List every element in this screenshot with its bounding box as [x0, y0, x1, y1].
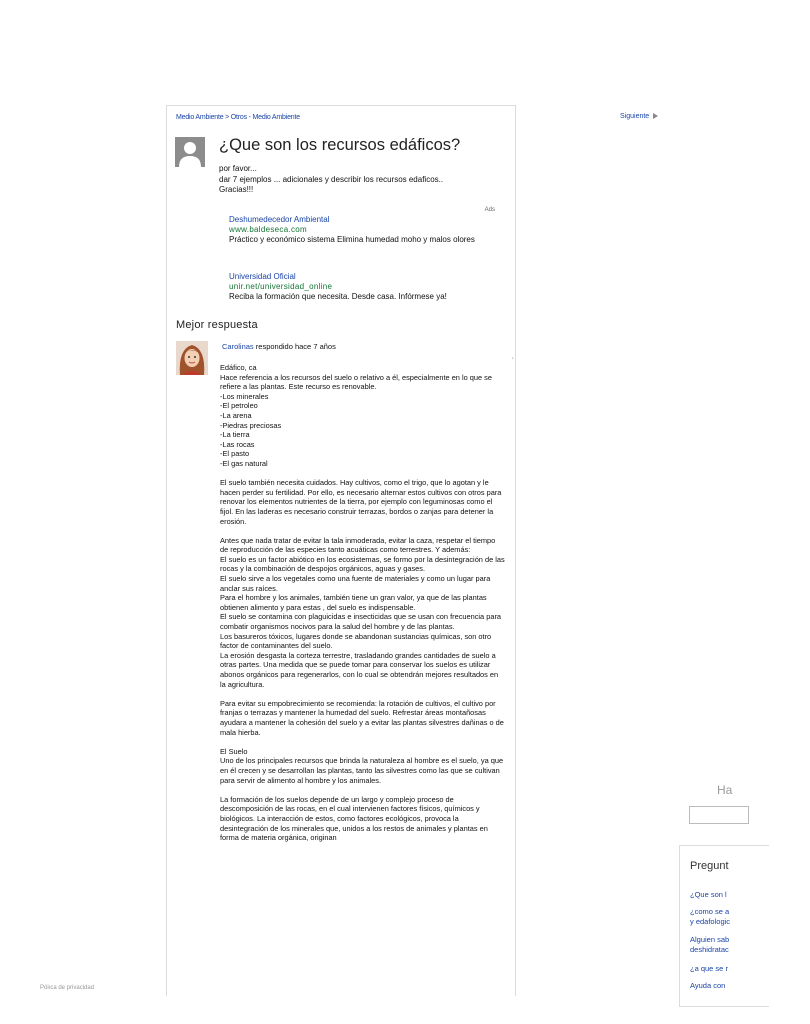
answer-author-link[interactable]: Carolinas	[222, 342, 254, 351]
answerer-avatar[interactable]	[176, 341, 208, 375]
related-title: Pregunt	[690, 860, 729, 872]
sidebar-heading: Ha	[717, 783, 733, 797]
next-question-link[interactable]	[620, 113, 658, 120]
answer-body: Edáfico, ca Hace referencia a los recursos del suelo o relativo a él, especialmente en lo que se refiere a las plantas. Este recurso es renovable. -Los minerales -El petroleo -La arena -Piedras preciosas -La tierra -Las rocas -El pasto -El gas natural El suelo también necesita cuidados. Hay cultivos, como el trigo, que lo agotan y le hacen perder su fertilidad. Por ello, es necesario alternar estos cultivos con otros para renovar los elementos nutrientes de la tierra, por ejemplo con leguminosas como el fijol. En las laderas es necesario construir terrazas, bordos o zanjas para detener la erosión. Antes que nada tratar de evitar la tala inmoderada, evitar la caza, respetar el tiempo de reproducción de las especies tanto acuáticas como terrestres. Y además: El suelo es un factor abiótico en los ecosistemas, se formo por la desintegración de las rocas y la combinación de despojos orgánicos, aguas y gases. El suelo sirve a los vegetales como una fuente de materiales y como un lugar para anclar sus raíces. Para el hombre y los animales, también tiene un gran valor, ya que de las plantas obtienen alimento y para estas , del suelo es indispensable. El suelo se contamina con plaguicidas e insecticidas que se usan con frecuencia para combatir organismos nocivos para la salud del hombre y de las plantas. Los basureros tóxicos, lugares donde se abandonan sustancias químicas, son otro factor de contaminantes del suelo. La erosión desgasta la corteza terrestre, trasladando grandes cantidades de suelo a otras partes. Una medida que se puede tomar para conservar los suelos es utilizar abonos orgánicos para regenerarlos, con lo cual se obtendrán mejores resultados en la agricultura. Para evitar su empobrecimiento se recomienda: la rotación de cultivos, el cultivo por franjas o terrazas y mantener la humedad del suelo. Refrestar áreas montañosas ayudara a mantener la cohesión del suelo y a evitar las plantas silvestres dañinas o de mala hierba. El Suelo Uno de los principales recursos que brinda la naturaleza al hombre es el suelo, ya que en él crecen y se desarrollan las plantas, tanto las silvestres como las que se cultivan para servir de alimento al hombre y los animales. La formación de los suelos depende de un largo y complejo proceso de descomposición de las rocas, en el cual intervienen factores físicos, químicos y biológicos. La interacción de estos, como factores ecológicos, provoca la desintegración de los minerales que, unidos a los restos de animales y plantas en forma de materia orgánica, originan	[220, 363, 505, 843]
related-question-link[interactable]: ¿como se a y edafologic	[690, 907, 731, 926]
user-silhouette-icon	[175, 137, 205, 167]
related-question-link[interactable]: Alguien sab deshidratac	[690, 935, 730, 954]
woman-avatar-icon	[176, 341, 208, 375]
ads-label: Ads	[484, 207, 495, 213]
related-questions-panel	[679, 845, 769, 1007]
privacy-link[interactable]: Pólıca de privacidad	[40, 985, 95, 991]
ad-text: Práctico y económico sistema Elimina humedad moho y malos olores	[229, 235, 475, 244]
ad-url[interactable]: unir.net/universidad_online	[229, 282, 333, 291]
ad-block[interactable]	[229, 272, 489, 302]
ad-text: Reciba la formación que necesita. Desde casa. Infórmese ya!	[229, 292, 447, 301]
play-arrow-icon	[653, 113, 658, 119]
next-label[interactable]: Siguiente	[620, 113, 650, 120]
question-details: por favor... dar 7 ejemplos ... adicionales y describir los recursos edaficos.. Gracias!!!	[219, 164, 444, 194]
answer-time: respondido hace 7 años	[253, 342, 336, 351]
ad-title[interactable]: Deshumedecedor Ambiental	[229, 215, 330, 224]
related-question-link[interactable]: ¿Que son l	[690, 890, 727, 899]
best-answer-heading: Mejor respuesta	[176, 319, 258, 331]
breadcrumb[interactable]: Medio Ambiente > Otros - Medio Ambiente	[176, 114, 300, 121]
answer-meta	[222, 342, 336, 351]
scroll-marker-icon: ʼ	[512, 358, 514, 365]
related-question-link[interactable]: ¿a que se r	[690, 964, 728, 973]
question-card	[166, 105, 516, 996]
ad-title[interactable]: Universidad Oficial	[229, 272, 296, 281]
ad-block[interactable]	[229, 215, 489, 245]
question-title: ¿Que son los recursos edáficos?	[219, 136, 461, 154]
sidebar-search-input[interactable]	[689, 806, 749, 824]
ad-url[interactable]: www.baldeseca.com	[229, 225, 308, 234]
related-question-link[interactable]: Ayuda con	[690, 981, 726, 990]
asker-avatar[interactable]	[175, 137, 205, 167]
